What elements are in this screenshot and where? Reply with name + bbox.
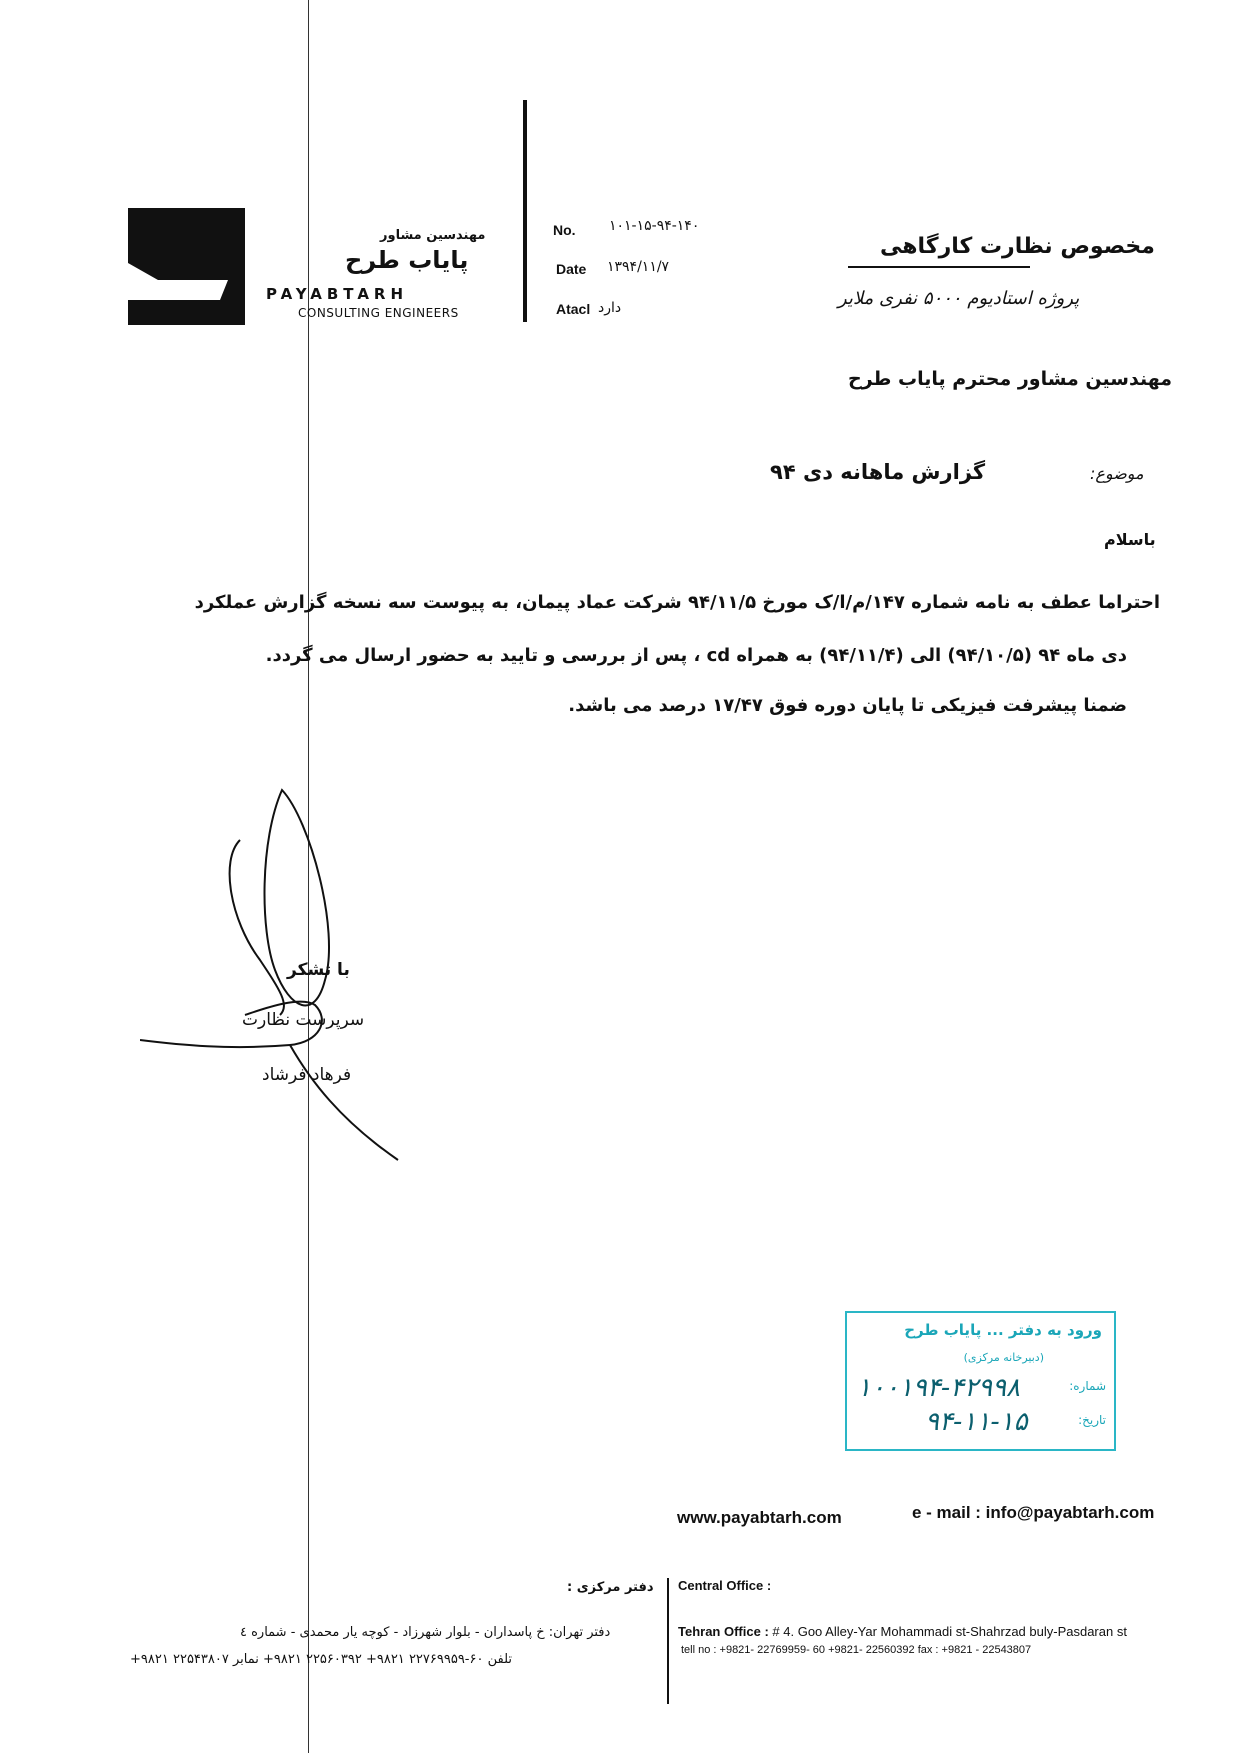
receipt-date-value: ۹۴-۱۱-۱۵ [925,1407,1028,1437]
receipt-date-label: تاریخ: [1078,1413,1106,1427]
signer-name: فرهاد فرشاد [262,1065,352,1085]
logo-mark-icon [128,208,245,325]
supervision-title-underline [848,266,1030,268]
receipt-stamp-subtitle: (دبیرخانه مرکزی) [963,1351,1044,1364]
body-paragraph-line: دی ماه ۹۴ (۹۴/۱۰/۵) الی (۹۴/۱۱/۴) به همراه cd ، پس از بررسی و تایید به حضور ارسال می گردد. [265,645,1127,666]
recipient-line: مهندسین مشاور محترم پایاب طرح [848,368,1173,390]
subject-value: گزارش ماهانه دی ۹۴ [770,460,986,484]
attachment-label: Atacl [556,301,591,317]
handwritten-signature [140,780,420,1170]
header-divider [523,100,527,322]
letter-number-value: ۱۰۱-۱۵-۹۴-۱۴۰ [609,218,700,234]
tehran-office-address-fa: دفتر تهران: خ پاسداران - بلوار شهرزاد - کوچه یار محمدی - شماره ٤ [240,1625,611,1640]
brand-pretitle: مهندسین مشاور [380,228,486,243]
signer-title: سرپرست نظارت [242,1010,365,1030]
central-office-label-en: Central Office : [678,1578,772,1593]
brand-subtitle: CONSULTING ENGINEERS [298,306,459,320]
body-paragraph-line: ضمنا پیشرفت فیزیکی تا پایان دوره فوق ۱۷/۴۷ درصد می باشد. [568,695,1127,716]
phone-numbers-en: tell no : +9821- 22769959- 60 +9821- 22560392 fax : +9821 - 22543807 [681,1644,1032,1656]
receipt-number-value: ۱۰۰۱۹۴-۴۲۹۹۸ [857,1373,1020,1403]
tehran-office-street-en: # 4. Goo Alley-Yar Mohammadi st-Shahrzad buly-Pasdaran st [772,1624,1127,1639]
letter-number-label: No. [553,222,576,238]
subject-label: موضوع: [1090,464,1144,483]
attachment-value: دارد [598,300,622,316]
body-paragraph-line: احتراما عطف به نامه شماره ۱۴۷/م/ا/ک مورخ ۹۴/۱۱/۵ شرکت عماد پیمان، به پیوست سه نسخه گزارش عملکرد [194,592,1160,613]
company-logo [128,208,245,325]
tehran-office-address-en [678,1624,1127,1639]
brand-name-en: PAYABTARH [266,285,409,303]
footer-website: www.payabtarh.com [677,1508,842,1527]
letter-date-label: Date [556,261,587,277]
receipt-number-label: شماره: [1069,1379,1106,1393]
phone-numbers-fa: تلفن ۶۰-۲۲۷۶۹۹۵۹ ۹۸۲۱+ ۲۲۵۶۰۳۹۲ ۹۸۲۱+ نمابر ۲۲۵۴۳۸۰۷ ۹۸۲۱+ [130,1652,512,1667]
tehran-office-label-en: Tehran Office : [678,1624,769,1639]
closing-text: با تشکر [287,960,350,980]
receipt-stamp-title: ورود به دفتر ... پایاب طرح [904,1321,1102,1339]
salutation: باسلام [1104,530,1156,549]
footer-divider [667,1578,669,1704]
central-office-label-fa: دفتر مرکزی : [567,1580,654,1595]
supervision-title: مخصوص نظارت کارگاهی [880,234,1155,259]
letter-date-value: ۱۳۹۴/۱۱/۷ [607,259,670,275]
footer-email: e - mail : info@payabtarh.com [912,1503,1155,1522]
project-name: پروژه استادیوم ۵۰۰۰ نفری ملایر [838,288,1080,309]
receipt-stamp [845,1311,1116,1451]
brand-name-fa: پایاب طرح [345,246,469,274]
